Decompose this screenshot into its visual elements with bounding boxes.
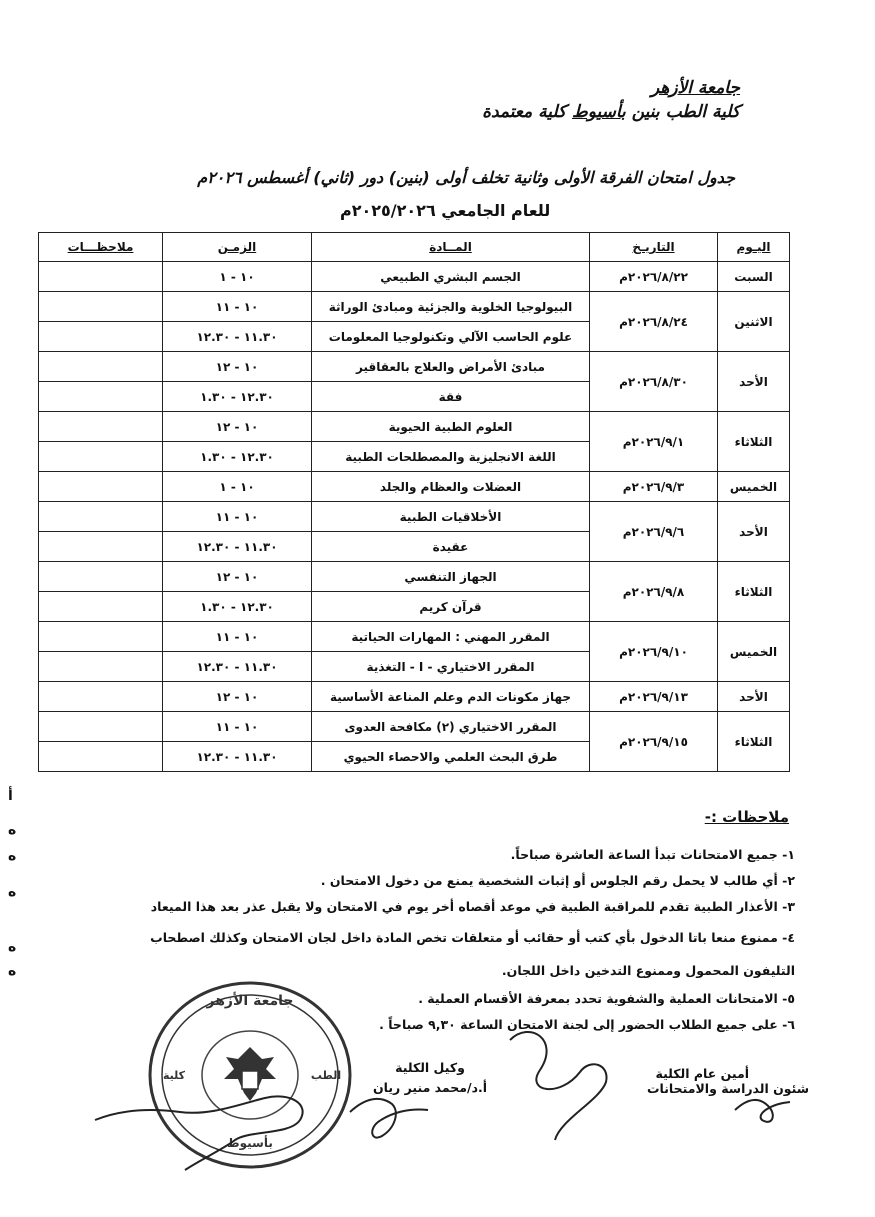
cell-date: ٢٠٢٦/٨/٢٢م	[590, 262, 718, 292]
header-subject: المــادة	[312, 233, 590, 262]
cell-date: ٢٠٢٦/٨/٣٠م	[590, 352, 718, 412]
cell-time: ١١.٣٠ - ١٢.٣٠	[163, 532, 312, 562]
cell-date: ٢٠٢٦/٩/١٣م	[590, 682, 718, 712]
cell-day: الاثنين	[718, 292, 790, 352]
cell-date: ٢٠٢٦/٩/١٥م	[590, 712, 718, 772]
cell-day: الثلاثاء	[718, 712, 790, 772]
note-item: ٢- أي طالب لا يحمل رقم الجلوس أو إثبات الشخصية يمنع من دخول الامتحان .	[320, 873, 795, 888]
cell-time: ١٠ - ١١	[163, 712, 312, 742]
cell-time: ١٠ - ١٢	[163, 352, 312, 382]
cell-subject: علوم الحاسب الآلي وتكنولوجيا المعلومات	[312, 322, 590, 352]
cell-day: الثلاثاء	[718, 562, 790, 622]
cell-date: ٢٠٢٦/٨/٢٤م	[590, 292, 718, 352]
cell-date: ٢٠٢٦/٩/١٠م	[590, 622, 718, 682]
document-subtitle: للعام الجامعي ٢٠٢٥/٢٠٢٦م	[340, 201, 551, 220]
cell-time: ١٢.٣٠ - ١.٣٠	[163, 382, 312, 412]
note-item: ١- جميع الامتحانات تبدأ الساعة العاشرة صباحاً.	[510, 847, 795, 862]
cell-subject: المقرر الاختياري (٢) مكافحة العدوى	[312, 712, 590, 742]
cell-subject: العلوم الطبية الحيوية	[312, 412, 590, 442]
cell-time: ١٠ - ١١	[163, 502, 312, 532]
note-item: ٦- على جميع الطلاب الحضور إلى لجنة الامتحان الساعة ٩,٣٠ صباحاً .	[379, 1017, 795, 1032]
margin-mark: ه	[8, 884, 17, 900]
cell-day: الأحد	[718, 502, 790, 562]
cell-time: ١٠ - ١٢	[163, 562, 312, 592]
svg-text:الطب: الطب	[310, 1069, 342, 1082]
header-time: الزمـن	[163, 233, 312, 262]
cell-subject: جهاز مكونات الدم وعلم المناعة الأساسية	[312, 682, 590, 712]
cell-time: ١٠ - ١٢	[163, 412, 312, 442]
cell-time: ١٠ - ١٢	[163, 682, 312, 712]
svg-text:جامعة الأزهر: جامعة الأزهر	[206, 993, 294, 1009]
university-name: جامعة الأزهر	[650, 78, 740, 98]
vice-dean-title: وكيل الكلية	[395, 1060, 465, 1075]
cell-day: السبت	[718, 262, 790, 292]
cell-subject: قرآن كريم	[312, 592, 590, 622]
margin-mark: ه	[8, 822, 17, 838]
margin-mark: ه	[8, 939, 17, 955]
cell-subject: الجهاز التنفسي	[312, 562, 590, 592]
note-item: ٥- الامتحانات العملية والشفوية تحدد بمعرفة الأقسام العملية .	[418, 991, 795, 1006]
cell-subject: العضلات والعظام والجلد	[312, 472, 590, 502]
note-item: ٣- الأعذار الطبية تقدم للمراقبة الطبية في موعد أقصاه أخر يوم في الامتحان ولا يقبل عذر بعد هذا الميعاد	[150, 899, 795, 914]
cell-subject: مبادئ الأمراض والعلاج بالعقاقير	[312, 352, 590, 382]
cell-subject: البيولوجيا الخلوية والجزئية ومبادئ الوراثة	[312, 292, 590, 322]
cell-subject: اللغة الانجليزية والمصطلحات الطبية	[312, 442, 590, 472]
cell-time: ١١.٣٠ - ١٢.٣٠	[163, 322, 312, 352]
secretary-title: أمين عام الكلية	[655, 1066, 749, 1081]
note-item: ٤- ممنوع منعا باتا الدخول بأي كتب أو حقائب أو متعلقات تخص المادة داخل لجان الامتحان وكذلك اصطحاب	[150, 930, 795, 945]
margin-mark: ه	[8, 848, 17, 864]
cell-time: ١٠ - ١	[163, 262, 312, 292]
cell-time: ١٠ - ١١	[163, 292, 312, 322]
cell-date: ٢٠٢٦/٩/١م	[590, 412, 718, 472]
cell-subject: المقرر الاختياري - I - التغذية	[312, 652, 590, 682]
vice-dean-name: أ.د/محمد منير ريان	[373, 1080, 488, 1095]
header-date: التاريـخ	[590, 233, 718, 262]
cell-date: ٢٠٢٦/٩/٣م	[590, 472, 718, 502]
cell-subject: الأخلاقيات الطبية	[312, 502, 590, 532]
margin-mark: ه	[8, 963, 17, 979]
cell-subject: الجسم البشري الطبيعي	[312, 262, 590, 292]
cell-time: ١٢.٣٠ - ١.٣٠	[163, 592, 312, 622]
cell-time: ١١.٣٠ - ١٢.٣٠	[163, 742, 312, 772]
svg-text:كلية: كلية	[162, 1069, 186, 1082]
cell-time: ١٠ - ١	[163, 472, 312, 502]
note-item-continuation: التليفون المحمول وممنوع التدخين داخل اللجان.	[501, 963, 795, 978]
faculty-name: كلية الطب بنين بأسيوط كلية معتمدة	[482, 102, 740, 122]
cell-time: ١١.٣٠ - ١٢.٣٠	[163, 652, 312, 682]
document-title: جدول امتحان الفرقة الأولى وثانية تخلف أولى (بنين) دور (ثاني) أغسطس ٢٠٢٦م	[197, 168, 735, 187]
notes-title: ملاحظات :-	[704, 808, 789, 826]
cell-day: الثلاثاء	[718, 412, 790, 472]
cell-subject: طرق البحث العلمي والاحصاء الحيوي	[312, 742, 590, 772]
svg-text:بأسيوط: بأسيوط	[227, 1136, 273, 1150]
cell-date: ٢٠٢٦/٩/٦م	[590, 502, 718, 562]
cell-time: ١٢.٣٠ - ١.٣٠	[163, 442, 312, 472]
cell-subject: فقة	[312, 382, 590, 412]
header-day: اليـوم	[718, 233, 790, 262]
cell-day: الخميس	[718, 622, 790, 682]
cell-date: ٢٠٢٦/٩/٨م	[590, 562, 718, 622]
cell-subject: عقيدة	[312, 532, 590, 562]
cell-day: الأحد	[718, 682, 790, 712]
cell-subject: المقرر المهني : المهارات الحياتية	[312, 622, 590, 652]
margin-mark: أ	[8, 788, 13, 804]
cell-day: الأحد	[718, 352, 790, 412]
affairs-title: شئون الدراسة والامتحانات	[646, 1081, 809, 1096]
cell-time: ١٠ - ١١	[163, 622, 312, 652]
cell-day: الخميس	[718, 472, 790, 502]
header-notes: ملاحظـــات	[39, 233, 163, 262]
